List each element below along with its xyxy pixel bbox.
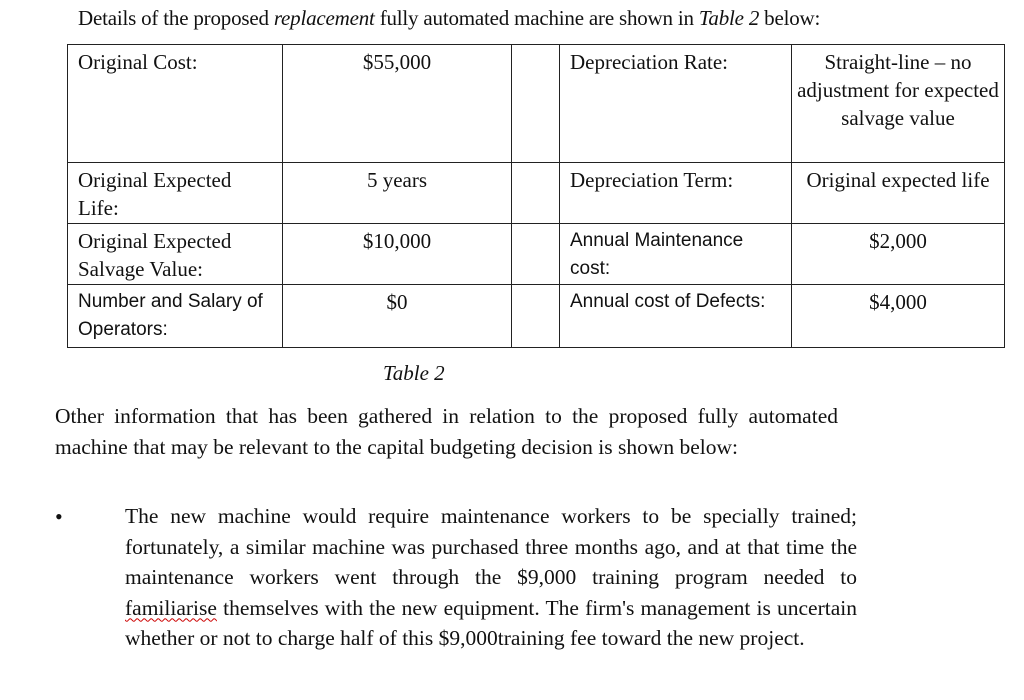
table-row [68, 45, 1005, 163]
intro-table-ref: Table 2 [698, 6, 760, 30]
row-label-2: Annual cost of Defects: [560, 285, 792, 348]
spacer-cell [512, 163, 560, 224]
row-label-2: Annual Maintenance cost: [560, 224, 792, 285]
spacer-cell [512, 45, 560, 163]
machine-details-table [67, 44, 1005, 348]
spellcheck-flagged-word[interactable]: familiarise [125, 595, 217, 620]
row-label: Original Cost: [68, 45, 283, 163]
row-value: 5 years [283, 163, 512, 224]
row-value-2: Straight-line – no adjustment for expected salvage value [792, 45, 1005, 163]
intro-sentence [78, 6, 820, 31]
spacer-cell [512, 224, 560, 285]
bullet-marker: • [55, 504, 63, 529]
row-label: Original Expected Salvage Value: [68, 224, 283, 285]
table-caption: Table 2 [383, 361, 445, 385]
table-row [68, 163, 1005, 224]
bullet-text-end: themselves with the new equipment. The firm's management is uncertain whether or not to charge half of this $9,000training fee toward the new project. [125, 595, 857, 650]
table-row [68, 224, 1005, 285]
table-row [68, 285, 1005, 348]
row-value: $0 [283, 285, 512, 348]
row-label-2: Depreciation Rate: [560, 45, 792, 163]
body-paragraph: Other information that has been gathered in relation to the proposed fully automated machine that may be relevant to the capital budgeting decision is shown below: [55, 404, 838, 459]
row-value-2: $4,000 [792, 285, 1005, 348]
row-value-2: $2,000 [792, 224, 1005, 285]
row-value: $10,000 [283, 224, 512, 285]
row-label: Number and Salary of Operators: [68, 285, 283, 348]
intro-text-end: below: [759, 6, 821, 30]
row-value-2: Original expected life [792, 163, 1005, 224]
intro-text-middle: fully automated machine are shown in [374, 6, 699, 30]
bullet-text-start: The new machine would require maintenance workers to be specially trained; fortunately, a similar machine was purchased three months ago, and at that time the maintenance workers went through the $9,000 training program needed to [125, 504, 857, 589]
row-value: $55,000 [283, 45, 512, 163]
row-label-2: Depreciation Term: [560, 163, 792, 224]
row-label: Original Expected Life: [68, 163, 283, 224]
bullet-text [125, 501, 857, 654]
intro-text-start: Details of the proposed [78, 6, 274, 30]
intro-emphasis: replacement [273, 6, 375, 30]
spacer-cell [512, 285, 560, 348]
